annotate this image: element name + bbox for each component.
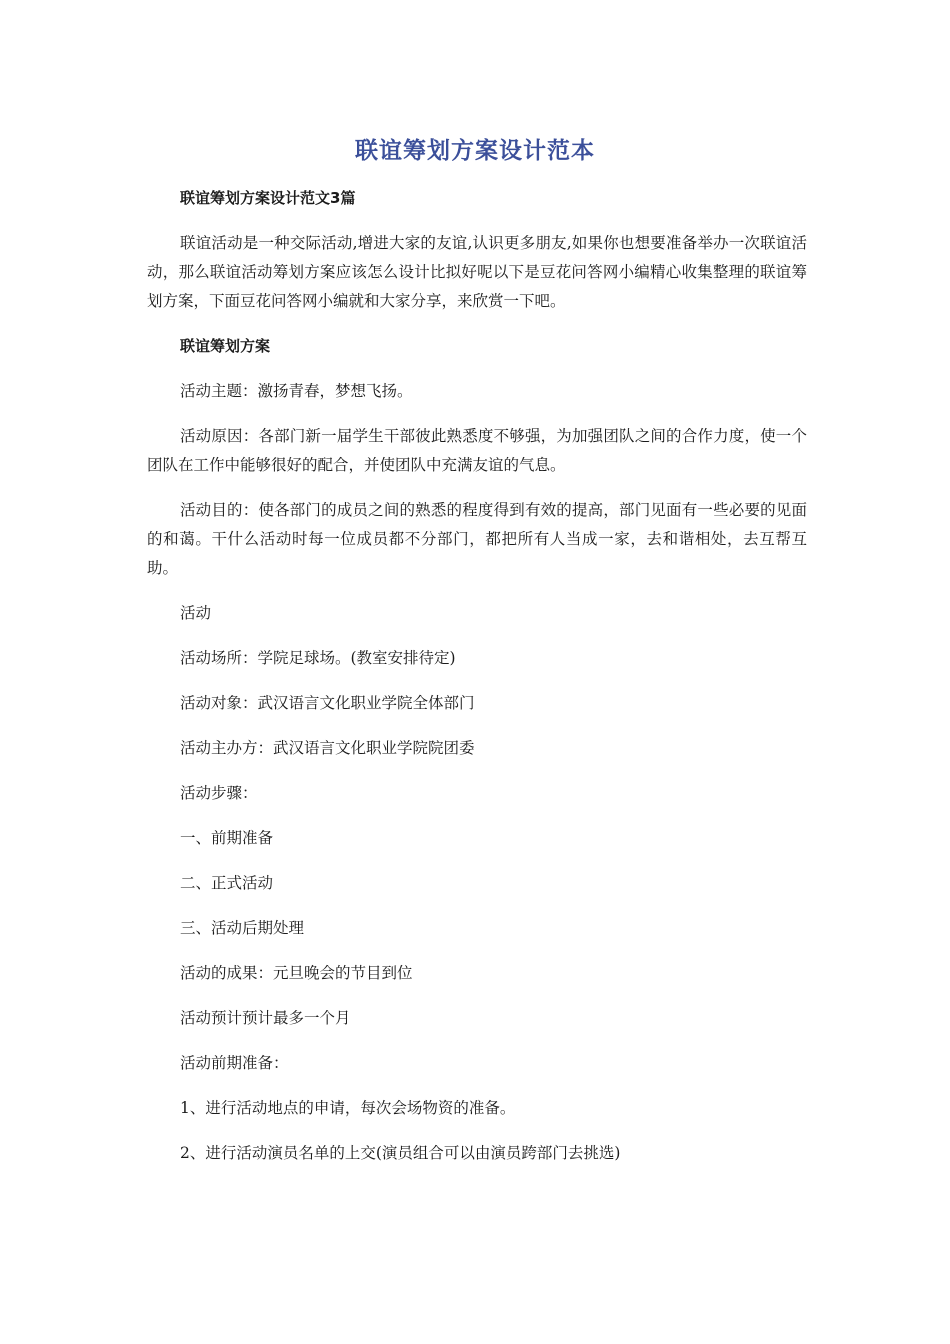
paragraph: 活动原因：各部门新一届学生干部彼此熟悉度不够强，为加强团队之间的合作力度，使一个团队在工作中能够很好的配合，并使团队中充满友谊的气息。 <box>147 427 807 474</box>
paragraph: 活动目的：使各部门的成员之间的熟悉的程度得到有效的提高，部门见面有一些必要的见面的和蔼。干什么活动时每一位成员都不分部门，都把所有人当成一家，去和谐相处，去互帮互助。 <box>147 501 807 577</box>
paragraph: 联谊活动是一种交际活动,增进大家的友谊,认识更多朋友,如果你也想要准备举办一次联谊活动，那么联谊活动筹划方案应该怎么设计比拟好呢以下是豆花问答网小编精心收集整理的联谊筹划方案，下面豆花问答网小编就和大家分享，来欣赏一下吧。 <box>147 234 807 310</box>
paragraph: 三、活动后期处理 <box>180 919 305 937</box>
paragraph: 活动场所：学院足球场。(教室安排待定) <box>180 649 456 667</box>
paragraph: 活动对象：武汉语言文化职业学院全体部门 <box>180 694 475 712</box>
paragraph: 活动步骤： <box>180 784 258 802</box>
paragraph: 二、正式活动 <box>180 874 274 892</box>
paragraph: 2、进行活动演员名单的上交(演员组合可以由演员跨部门去挑选) <box>180 1144 621 1162</box>
document-body <box>147 184 807 1184</box>
paragraph: 活动主办方：武汉语言文化职业学院院团委 <box>180 739 475 757</box>
document-title: 联谊筹划方案设计范本 <box>355 138 595 164</box>
paragraph: 活动主题：激扬青春，梦想飞扬。 <box>180 382 413 400</box>
section-heading: 联谊筹划方案设计范文3篇 <box>180 189 356 207</box>
paragraph: 1、进行活动地点的申请，每次会场物资的准备。 <box>180 1099 516 1117</box>
paragraph: 一、前期准备 <box>180 829 274 847</box>
paragraph: 活动的成果：元旦晚会的节目到位 <box>180 964 413 982</box>
paragraph: 活动 <box>180 604 212 622</box>
paragraph: 活动前期准备： <box>180 1054 289 1072</box>
section-heading: 联谊筹划方案 <box>180 337 271 355</box>
paragraph: 活动预计预计最多一个月 <box>180 1009 351 1027</box>
